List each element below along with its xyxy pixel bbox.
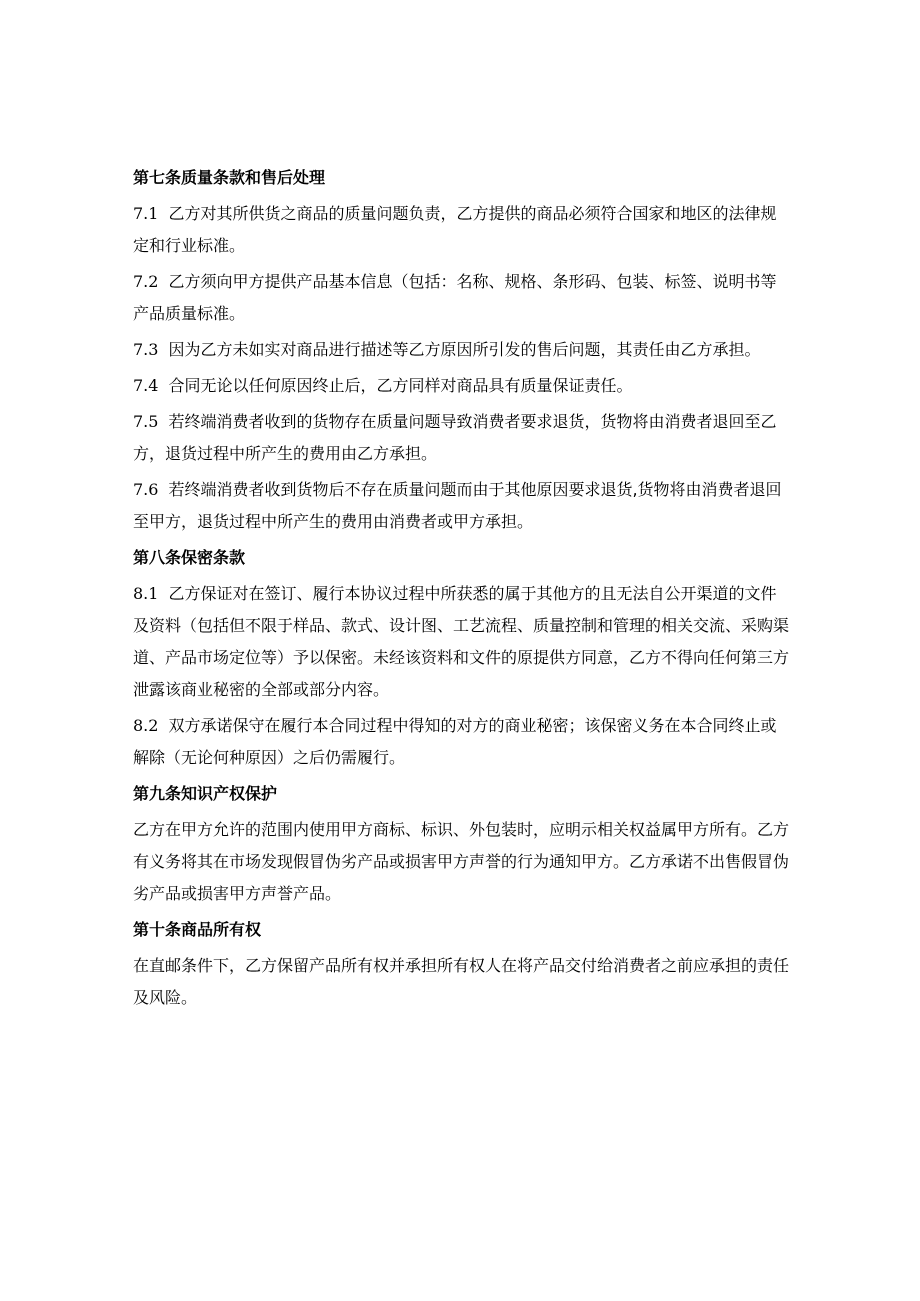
- clause-number: 7.3: [133, 340, 159, 359]
- clause-number: 7.6: [133, 480, 159, 499]
- clause-7-2: [133, 266, 789, 330]
- clause-7-4: [133, 370, 789, 402]
- clause-number: 8.1: [133, 584, 159, 603]
- clause-text: 合同无论以任何原因终止后，乙方同样对商品具有质量保证责任。: [168, 376, 633, 395]
- clause-text: 乙方对其所供货之商品的质量问题负责，乙方提供的商品必须符合国家和地区的法律规定和行业标准。: [133, 204, 777, 255]
- clause-text: 若终端消费者收到货物后不存在质量问题而由于其他原因要求退货,货物将由消费者退回至甲方，退货过程中所产生的费用由消费者或甲方承担。: [133, 480, 782, 531]
- clause-text: 乙方须向甲方提供产品基本信息（包括：名称、规格、条形码、包装、标签、说明书等产品质量标准。: [133, 272, 777, 323]
- clause-7-1: [133, 198, 789, 262]
- clause-8-1: [133, 578, 789, 706]
- clause-number: 7.4: [133, 376, 159, 395]
- section-9-heading: 第九条知识产权保护: [133, 784, 278, 803]
- clause-7-5: [133, 406, 789, 470]
- clause-text: 若终端消费者收到的货物存在质量问题导致消费者要求退货，货物将由消费者退回至乙方，退货过程中所产生的费用由乙方承担。: [133, 412, 777, 463]
- clause-number: 7.1: [133, 204, 159, 223]
- section-10-text: 在直邮条件下，乙方保留产品所有权并承担所有权人在将产品交付给消费者之前应承担的责任及风险。: [133, 956, 790, 1007]
- section-9-text: 乙方在甲方允许的范围内使用甲方商标、标识、外包装时，应明示相关权益属甲方所有。乙方有义务将其在市场发现假冒伪劣产品或损害甲方声誉的行为通知甲方。乙方承诺不出售假冒伪劣产品或损害甲方声誉产品。: [133, 820, 790, 903]
- section-10-heading: 第十条商品所有权: [133, 920, 262, 939]
- clause-7-3: [133, 334, 789, 366]
- clause-number: 7.5: [133, 412, 159, 431]
- clause-text: 双方承诺保守在履行本合同过程中得知的对方的商业秘密；该保密义务在本合同终止或解除（无论何种原因）之后仍需履行。: [133, 716, 777, 767]
- clause-7-6: [133, 474, 789, 538]
- clause-text: 因为乙方未如实对商品进行描述等乙方原因所引发的售后问题，其责任由乙方承担。: [168, 340, 761, 359]
- contract-page: [133, 166, 789, 1022]
- clause-number: 8.2: [133, 716, 159, 735]
- clause-text: 乙方保证对在签订、履行本协议过程中所获悉的属于其他方的且无法自公开渠道的文件及资料（包括但不限于样品、款式、设计图、工艺流程、质量控制和管理的相关交流、采购渠道、产品市场定位等）予以保密。未经该资料和文件的原提供方同意，乙方不得向任何第三方泄露该商业秘密的全部或部分内容。: [133, 584, 790, 699]
- clause-number: 7.2: [133, 272, 159, 291]
- section-7-heading: 第七条质量条款和售后处理: [133, 168, 326, 187]
- section-8-heading: 第八条保密条款: [133, 548, 246, 567]
- clause-8-2: [133, 710, 789, 774]
